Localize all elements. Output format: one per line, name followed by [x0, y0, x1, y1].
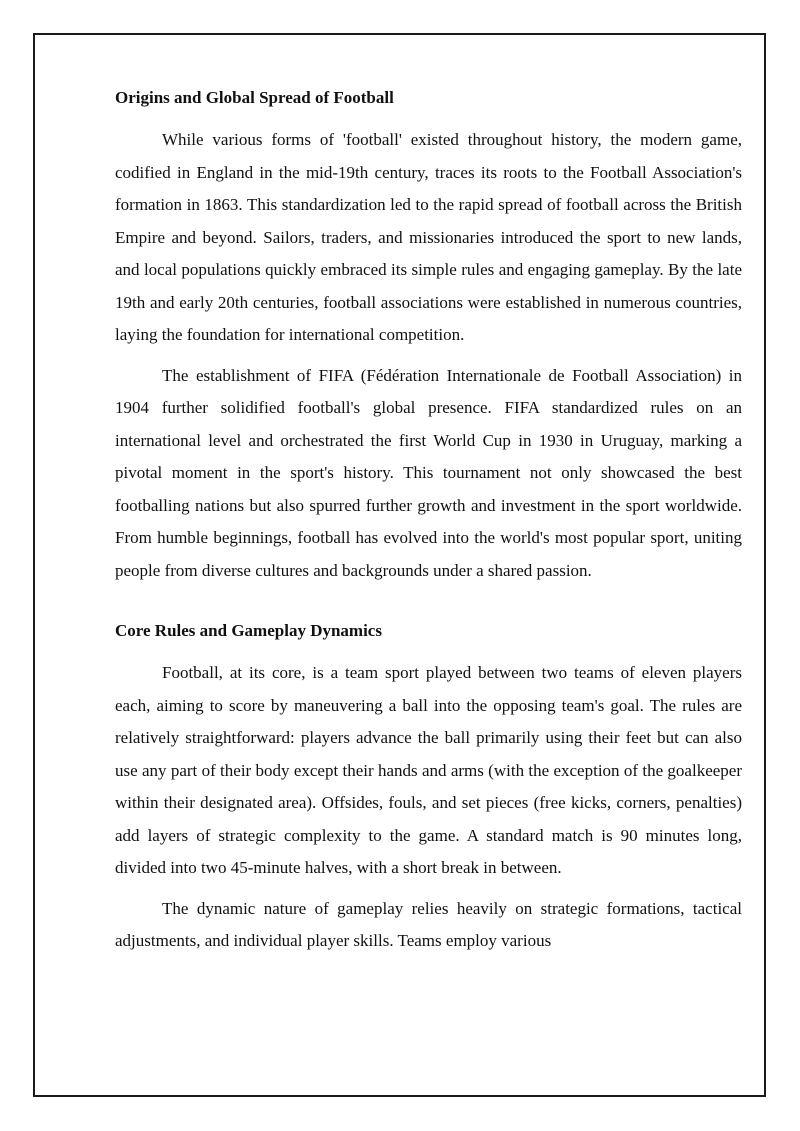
- document-body: [115, 84, 742, 966]
- section-heading-rules: Core Rules and Gameplay Dynamics: [115, 621, 382, 640]
- paragraph-origins-1: While various forms of 'football' existed throughout history, the modern game, codified in England in the mid-19th century, traces its roots to the Football Association's formation in 1863. This standardization led to the rapid spread of football across the British Empire and beyond. Sailors, traders, and missionaries introduced the sport to new lands, and local populations quickly embraced its simple rules and engaging gameplay. By the late 19th and early 20th centuries, football associations were established in numerous countries, laying the foundation for international competition.: [115, 130, 742, 344]
- paragraph-origins-2: The establishment of FIFA (Fédération Internationale de Football Association) in 1904 further solidified football's global presence. FIFA standardized rules on an international level and orchestrated the first World Cup in 1930 in Uruguay, marking a pivotal moment in the sport's history. This tournament not only showcased the best footballing nations but also spurred further growth and investment in the sport worldwide. From humble beginnings, football has evolved into the world's most popular sport, uniting people from diverse cultures and backgrounds under a shared passion.: [115, 365, 742, 580]
- paragraph-rules-2: The dynamic nature of gameplay relies heavily on strategic formations, tactical adjustments, and individual player skills. Teams employ various: [115, 898, 742, 950]
- section-heading-origins: Origins and Global Spread of Football: [115, 88, 394, 107]
- paragraph-rules-1: Football, at its core, is a team sport played between two teams of eleven players each, aiming to score by maneuvering a ball into the opposing team's goal. The rules are relatively straightforward: players advance the ball primarily using their feet but can also use any part of their body except their hands and arms (with the exception of the goalkeeper within their designated area). Offsides, fouls, and set pieces (free kicks, corners, penalties) add layers of strategic complexity to the game. A standard match is 90 minutes long, divided into two 45-minute halves, with a short break in between.: [115, 663, 742, 877]
